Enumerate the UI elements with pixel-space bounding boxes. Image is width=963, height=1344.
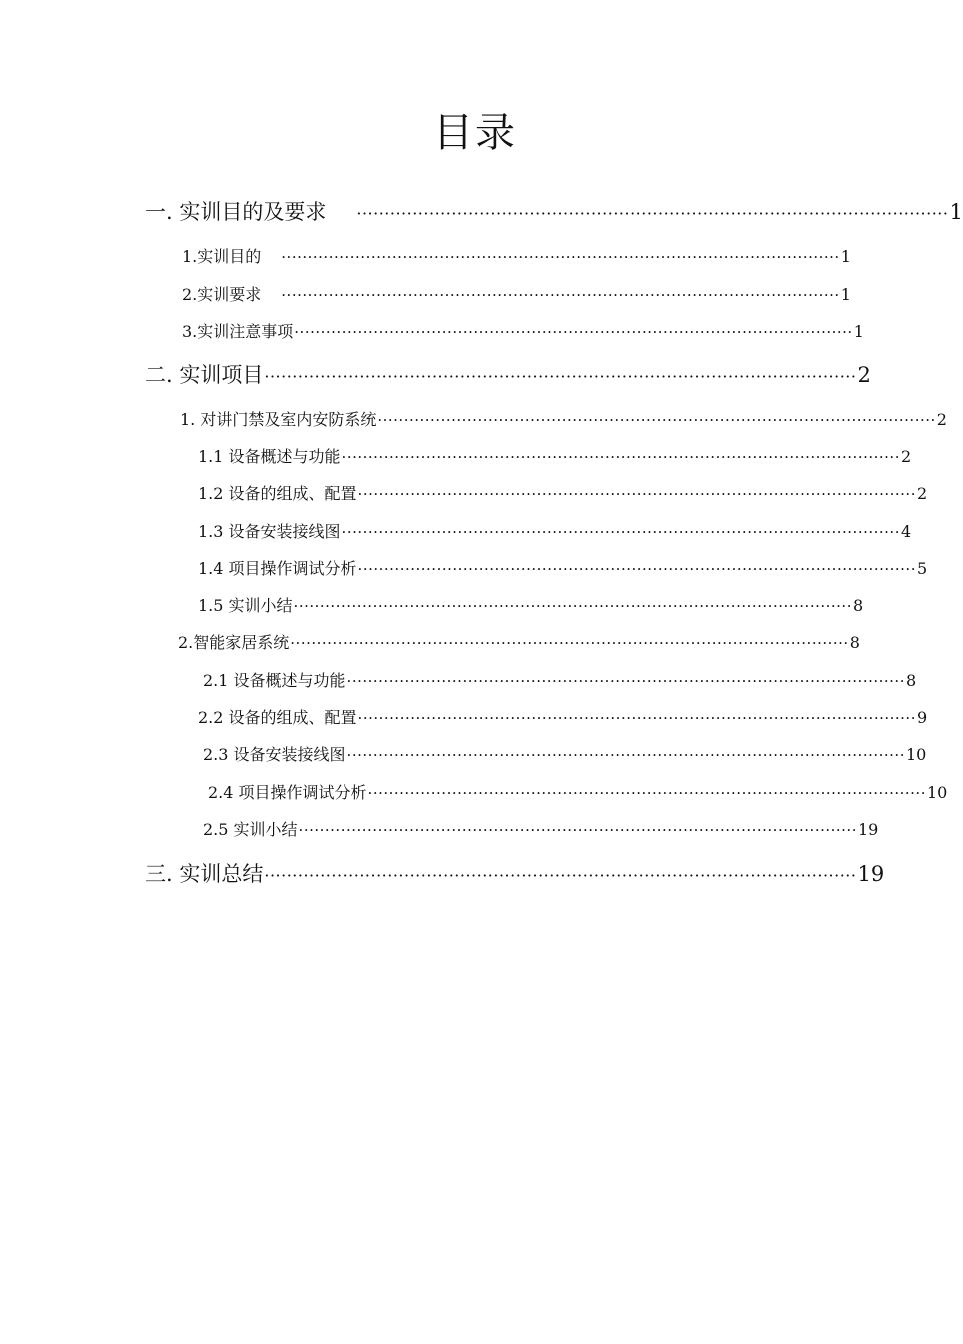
- toc-page-number: 8: [849, 633, 860, 652]
- toc-page-number: 4: [900, 522, 912, 541]
- toc-entry-2-1-4[interactable]: [198, 556, 928, 584]
- toc-entry-2-1-5[interactable]: [198, 593, 864, 621]
- dot-leader: ··········································································································: [264, 866, 857, 885]
- dot-leader: ··········································································································: [293, 597, 852, 615]
- toc-page-number: 9: [916, 708, 928, 727]
- toc-entry-2-2-5[interactable]: [203, 817, 879, 845]
- dot-leader: ··········································································································: [294, 323, 853, 341]
- toc-entry-label: 2.智能家居系统: [178, 633, 290, 652]
- toc-entry-2-2-4[interactable]: [208, 780, 948, 808]
- toc-entry-label: 2.3 设备安装接线图: [203, 745, 346, 764]
- dot-leader: ··········································································································: [367, 784, 926, 802]
- toc-entry-label: 二. 实训项目: [145, 363, 264, 387]
- toc-entry-label: 1. 对讲门禁及室内安防系统: [180, 410, 377, 429]
- toc-entry-2-2-1[interactable]: [203, 668, 917, 696]
- toc-entry-label: 2.4 项目操作调试分析: [208, 783, 367, 802]
- toc-entry-label: 3.实训注意事项: [182, 322, 294, 341]
- toc-entry-label: 1.3 设备安装接线图: [198, 522, 341, 541]
- toc-page-number: 1: [853, 322, 864, 341]
- toc-entry-2-1-2[interactable]: [198, 481, 928, 509]
- toc-entry-1-1[interactable]: [182, 244, 851, 272]
- page-title: 目录: [433, 110, 517, 156]
- dot-leader: ··········································································································: [357, 709, 916, 727]
- toc-page-number: 19: [857, 862, 885, 886]
- dot-leader: ··········································································································: [290, 634, 849, 652]
- dot-leader: ··········································································································: [281, 248, 840, 266]
- toc-entry-section-3[interactable]: [145, 858, 885, 886]
- toc-page-number: 19: [857, 820, 879, 839]
- toc-entry-2-2[interactable]: [178, 630, 860, 658]
- toc-entry-label: 2.5 实训小结: [203, 820, 298, 839]
- toc-entry-label: 2.2 设备的组成、配置: [198, 708, 357, 727]
- toc-entry-1-2[interactable]: [182, 282, 851, 310]
- toc-page-number: 5: [916, 559, 928, 578]
- toc-entry-section-1[interactable]: [145, 196, 963, 224]
- toc-page-number: 8: [905, 671, 917, 690]
- toc-entry-label: 2.实训要求: [182, 285, 262, 304]
- toc-entry-label: 2.1 设备概述与功能: [203, 671, 346, 690]
- toc-entry-2-2-2[interactable]: [198, 705, 928, 733]
- dot-leader: ··········································································································: [298, 821, 857, 839]
- dot-leader: ··········································································································: [357, 560, 916, 578]
- toc-page-number: 2: [857, 363, 871, 387]
- dot-leader: ··········································································································: [356, 204, 949, 223]
- toc-entry-section-2[interactable]: [145, 359, 871, 387]
- toc-entry-2-1-3[interactable]: [198, 519, 912, 547]
- toc-page-number: 10: [905, 745, 927, 764]
- toc-page-number: 2: [936, 410, 947, 429]
- toc-entry-label: 1.2 设备的组成、配置: [198, 484, 357, 503]
- dot-leader: ··········································································································: [281, 286, 840, 304]
- toc-page-number: 2: [916, 484, 928, 503]
- toc-page-number: 1: [840, 247, 851, 266]
- toc-entry-label: 1.5 实训小结: [198, 596, 293, 615]
- toc-page-number: 10: [926, 783, 948, 802]
- toc-entry-2-2-3[interactable]: [203, 742, 927, 770]
- toc-page-number: 1: [949, 200, 963, 224]
- dot-leader: ··········································································································: [377, 411, 936, 429]
- dot-leader: ··········································································································: [357, 485, 916, 503]
- toc-entry-2-1-1[interactable]: [198, 444, 912, 472]
- dot-leader: ··········································································································: [341, 448, 900, 466]
- dot-leader: ··········································································································: [341, 523, 900, 541]
- toc-entry-label: 1.4 项目操作调试分析: [198, 559, 357, 578]
- dot-leader: ··········································································································: [346, 672, 905, 690]
- toc-page-number: 2: [900, 447, 912, 466]
- toc-entry-2-1[interactable]: [180, 407, 947, 435]
- dot-leader: ··········································································································: [264, 367, 857, 386]
- toc-page-number: 8: [852, 596, 864, 615]
- toc-entry-label: 1.实训目的: [182, 247, 262, 266]
- toc-page-number: 1: [840, 285, 851, 304]
- toc-entry-label: 1.1 设备概述与功能: [198, 447, 341, 466]
- toc-entry-label: 三. 实训总结: [145, 862, 264, 886]
- toc-entry-label: 一. 实训目的及要求: [145, 200, 327, 224]
- toc-entry-1-3[interactable]: [182, 319, 864, 347]
- dot-leader: ··········································································································: [346, 746, 905, 764]
